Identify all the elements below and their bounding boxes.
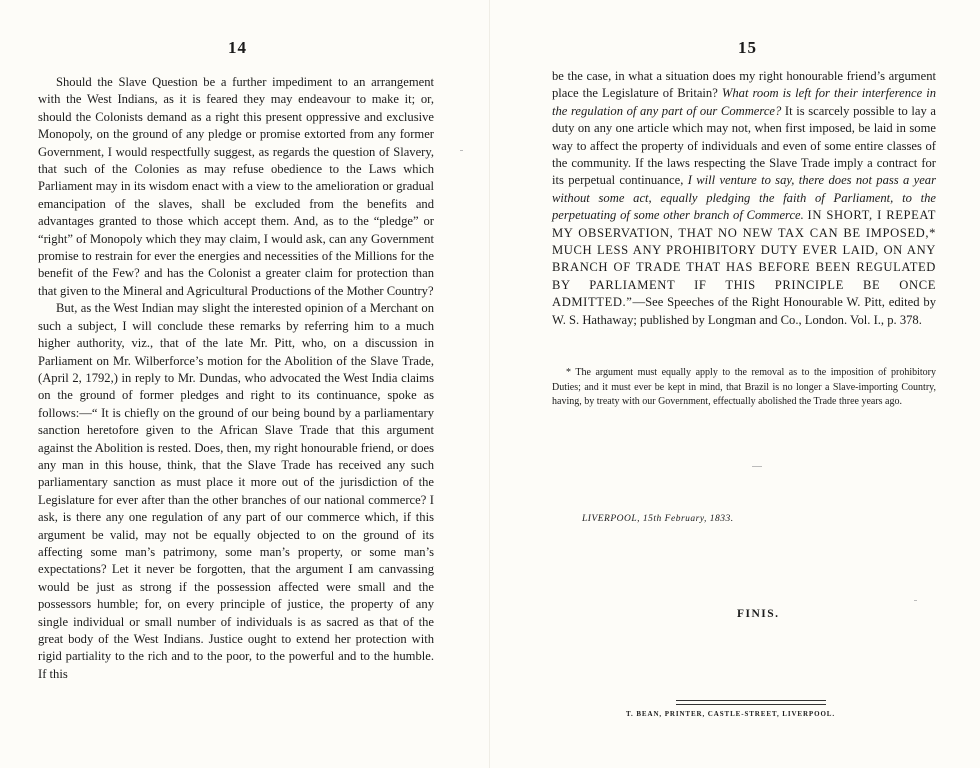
paragraph-pitt-quote: But, as the West Indian may slight the interested opinion of a Merchant on such a subject, I will conclude these remarks by referring him to a much higher authority, viz., that of the late Mr. Pitt, who, on a discussion in Parliament on Mr. Wilberforce’s motion for the Abolition of the Slave Trade, (April 2, 1792,) in reply to Mr. Dundas, who advocated the West India claims on the ground of former pledges and right to its continuance, spoke as follows:—“ It is chiefly on the ground of our being bound by a parliamentary sanction heretofore given to the African Slave Trade that this argument against the Abolition is rested. Does, then, my right honourable friend, or does any man in this house, think, that the Slave Trade has received any such parliamentary sanction as must place it more out of the jurisdiction of the Legislature for ever after than the other branches of our national commerce? I ask, is there any one regulation of any part of our commerce which, if this argument be valid, may not be equally objected to on the ground of its affecting some man’s patrimony, some man’s property, or some man’s expectations? Let it never be forgotten, that the argument I am canvassing would be just as strong if the possession affected were small and the possessors humble; for, on every principle of justice, the property of any single individual or small number of individuals is as sacred as that of the great body of the West Indians. Justice ought to extend her protection with rigid partiality to the rich and to the poor, to the powerful and to the humble. If this [38,301,434,681]
finis-heading: FINIS. [737,608,780,620]
continuation-start: be the case, in what a situation does my right honourable friend’s argument place the Legislature of Britain? [552,69,936,101]
paper-speck [460,150,463,151]
continuation-middle: It is scarcely possible to lay a duty on any one article which may not, when first imposed, be laid in some way to affect the property of individuals and even of some entire classes of the community. If the laws respecting the Slave Trade imply a contract for its perpetual continuance, [552,103,936,188]
italic-question: What room is left for their interference in the regulation of any part of our Commerce? [552,86,937,118]
citation: —See Speeches of the Right Honourable W. Pitt, edited by W. S. Hathaway; published by Longman and Co., London. Vol. I., p. 378. [552,295,936,327]
page-number-right: 15 [738,38,757,57]
paragraph-continuation [552,68,936,329]
paragraph-monopoly: Should the Slave Question be a further impediment to an arrangement with the West Indians, as it is feared they may endeavour to make it; or, should the Colonists demand as a right this present oppressive and exclusive Monopoly, on the ground of any pledge or promise extorted from any former Government, I would respectfully suggest, as regards the question of Slavery, that such of the Colonies as may refuse obedience to the Laws which Parliament may in its wisdom enact with a view to the amelioration or gradual emancipation of the slaves, shall be excluded from the benefits and advantages granted to those which accept them. And, as to the “pledge” or “right” of Monopoly which they may claim, I would ask, can any Government promise to restrain for ever the energies and necessities of the Millions for the benefit of the Few? and has the Colonist a greater claim for protection than that given to the Mineral and Agricultural Productions of the Mother Country? [38,75,434,298]
left-page-text [38,74,434,683]
footnote: * The argument must equally apply to the removal as to the imposition of prohibitory Duties; and it must ever be kept in mind, that Brazil is no longer a Slave-importing Country, having, by treaty with our Government, effectually abolished the Trade three years ago. [552,367,936,407]
paper-speck [752,466,762,467]
capitalized-passage: IN SHORT, I REPEAT MY OBSERVATION, THAT NO NEW TAX CAN BE IMPOSED,* MUCH LESS ANY PROHIBITORY DUTY EVER LAID, ON ANY BRANCH OF TRADE THAT HAS BEFORE BEEN REGULATED BY PARLIAMENT IF THIS PRINCIPLE BE ONCE ADMITTED.” [552,208,936,310]
page-number-left: 14 [228,38,247,57]
paper-speck [914,600,917,601]
double-rule [676,700,826,705]
printer-imprint: T. BEAN, PRINTER, CASTLE-STREET, LIVERPOOL. [626,710,836,718]
right-page-text [552,68,936,329]
italic-venture: I will venture to say, there does not pass a year without some act, equally pledging the faith of Parliament, to the perpetuating of some other branch of Commerce. [552,173,936,223]
right-page [490,0,980,768]
dateline: LIVERPOOL, 15th February, 1833. [582,514,734,524]
